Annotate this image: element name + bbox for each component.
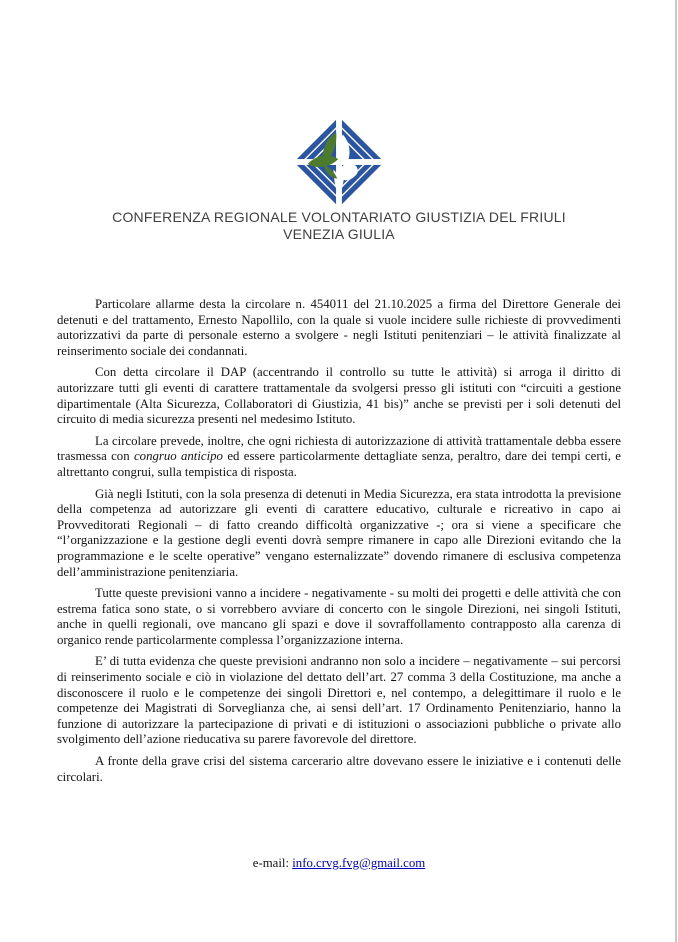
diamond-sprout-logo-icon — [293, 116, 385, 208]
paragraph-1 — [57, 297, 621, 359]
paragraph-text: Particolare allarme desta la circolare n. 454011 del 21.10.2025 a firma del Direttore Generale dei detenuti e del trattamento, Ernesto Napollilo, con la quale si vuole incidere sulle richieste di provvedimenti autorizzativi da parte di personale esterno a svolgere - negli Istituti penitenziari – le attività finalizzate al reinserimento sociale dei condannati. — [57, 297, 621, 358]
paragraph-text: Con detta circolare il DAP (accentrando il controllo su tutte le attività) si arroga il diritto di autorizzare tutti gli eventi di carattere trattamentale da svolgersi presso gli istituti con “circuiti a gestione dipartimentale (Alta Sicurezza, Collaboratori di Giustizia, 41 bis)” anche se previsti per i soli detenuti del circuito di media sicurezza presenti nel medesimo Istituto. — [57, 365, 621, 427]
paragraph-text: A fronte della grave crisi del sistema carcerario altre dovevano essere le iniziative e i contenuti delle circolari. — [57, 754, 621, 784]
paragraph-text: ed essere particolarmente dettagliate senza, peraltro, dare dei tempi certi, e altrettanto congrui, sulla tempistica di risposta. — [57, 449, 621, 479]
email-link[interactable]: info.crvg.fvg@gmail.com — [292, 856, 426, 870]
title-line-2: VENEZIA GIULIA — [283, 225, 395, 242]
paragraph-text: Già negli Istituti, con la sola presenza di detenuti in Media Sicurezza, era stata introdotta la previsione della competenza ad autorizzare gli eventi di carattere educativo, culturale e ricreativo in capo ai Provveditorati Regionali – di fatto creando difficoltà organizzative -; ora si viene a specificare che “l’organizzazione e la gestione degli eventi dovrà sempre rimanere in capo alle Direzioni evitando che la programmazione e le scelte operative” vengano esternalizzate” dovendo rimanere di esclusiva competenza dell’amministrazione penitenziaria. — [57, 486, 621, 579]
paragraph-text: La circolare prevede, inoltre, che ogni richiesta di autorizzazione di attività trattamentale debba essere trasmessa con — [57, 433, 621, 464]
footer — [0, 856, 678, 871]
title-line-1: CONFERENZA REGIONALE VOLONTARIATO GIUSTIZIA DEL FRIULI — [112, 209, 566, 225]
paragraph-5 — [57, 586, 621, 648]
emphasized-text: congruo anticipo — [133, 449, 223, 464]
paragraph-text: E’ di tutta evidenza che queste previsioni andranno non solo a incidere – negativamente – sui percorsi di reinserimento sociale e ciò in violazione del dettato dell’art. 27 comma 3 della Costituzione, ma anche a disconoscere il ruolo e le competenze dei singoli Direttori e, nel contempo, a delegittimare il ruolo e le competenze dei Magistrati di Sorveglianza che, ai sensi dell’art. 17 Ordinamento Penitenziario, hanno la funzione di autorizzare la partecipazione di privati e di istituzioni o associazioni pubbliche o private allo svolgimento dell’azione rieducativa su parere favorevole del direttore. — [57, 654, 621, 747]
document-body — [57, 297, 621, 791]
paragraph-4 — [57, 487, 621, 581]
page-title — [0, 209, 678, 242]
email-label: e-mail: — [252, 856, 293, 870]
organization-logo — [293, 116, 385, 208]
paragraph-6 — [57, 654, 621, 748]
paragraph-2 — [57, 365, 621, 427]
paragraph-7 — [57, 754, 621, 785]
paragraph-3 — [57, 434, 621, 481]
page-right-edge — [675, 0, 677, 942]
paragraph-text: Tutte queste previsioni vanno a incidere - negativamente - su molti dei progetti e delle attività che con estrema fatica sono state, o si vorrebbero avviare di concerto con le singole Direzioni, nei singoli Istituti, anche in quelli regionali, ove mancano gli spazi e dove il sovraffollamento contrapposto alla carenza di organico rende particolarmente complessa l’organizzazione interna. — [57, 586, 621, 647]
